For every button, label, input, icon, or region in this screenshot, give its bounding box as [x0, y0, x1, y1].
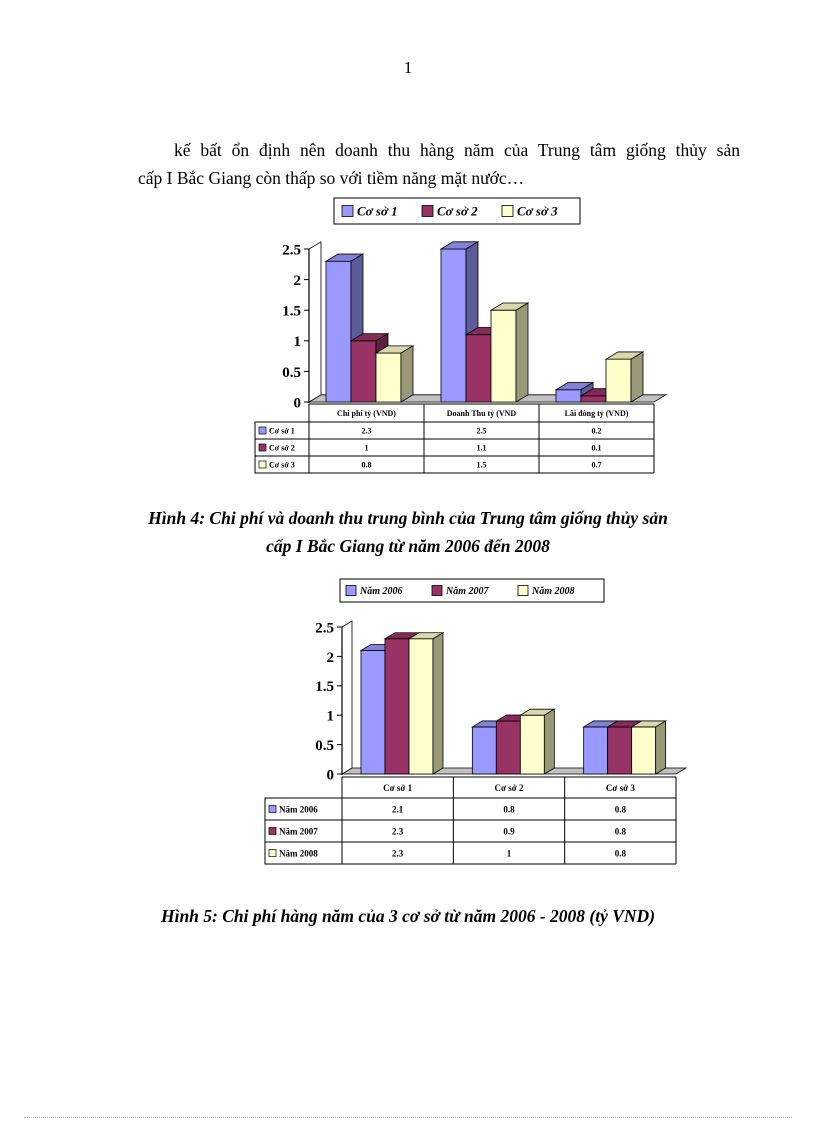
table-cell: 2.3 [361, 426, 372, 436]
table-row-label: Năm 2006 [279, 804, 318, 815]
table-legend-key [269, 850, 276, 857]
table-cell: 0.9 [503, 826, 515, 837]
legend-label: Năm 2007 [446, 586, 489, 598]
table-legend-key [269, 828, 276, 835]
paragraph-line-1: kế bất ổn định nên doanh thu hàng năm của Trung tâm giống thủy sản [174, 140, 740, 160]
y-tick-label: 1.5 [315, 679, 334, 696]
y-tick-label: 2 [326, 649, 334, 666]
legend-label: Năm 2008 [532, 586, 575, 598]
table-cell: 0.7 [591, 460, 602, 470]
legend-label: Năm 2006 [360, 586, 403, 598]
table-cell: 0.8 [361, 460, 372, 470]
bar-front [496, 721, 520, 774]
table-row-label: Cơ sở 3 [269, 460, 295, 470]
y-tick-label: 1.5 [282, 303, 301, 320]
y-tick-label: 2 [293, 273, 301, 289]
bar-side [433, 633, 443, 774]
table-cell: 1 [506, 848, 512, 859]
y-tick-label: 0.5 [282, 364, 301, 381]
bar-front [632, 727, 656, 774]
table-cell: 1 [364, 443, 369, 453]
bar [520, 709, 554, 774]
bar-front [361, 651, 385, 774]
bar-front [520, 715, 544, 774]
bar-side [656, 721, 666, 774]
legend-label: Cơ sở 3 [517, 203, 558, 219]
table-cell: 2.5 [476, 426, 487, 436]
table-row-label: Cơ sở 2 [269, 443, 295, 453]
y-tick-label: 0 [326, 767, 334, 784]
bar-front [472, 727, 496, 774]
legend-swatch [432, 586, 442, 596]
legend-label: Cơ sở 2 [437, 203, 478, 219]
table-cell: 2.3 [392, 826, 404, 837]
table-header: Cơ sở 3 [605, 782, 635, 793]
table-cell: 0.8 [503, 804, 515, 815]
table-cell: 1.5 [476, 460, 487, 470]
legend-label: Cơ sở 1 [357, 203, 398, 219]
bar [409, 633, 443, 774]
y-tick-label: 2.5 [282, 242, 301, 259]
table-cell: 1.1 [476, 443, 487, 453]
page-bottom-divider [24, 1117, 792, 1118]
bar-front [584, 727, 608, 774]
y-tick-label: 2.5 [315, 620, 334, 637]
paragraph-line-2: cấp I Bắc Giang còn thấp so với tiềm năng mặt nước… [138, 168, 525, 188]
table-cell: 0.8 [614, 848, 626, 859]
table-cell: 0.8 [614, 826, 626, 837]
y-tick-label: 1 [326, 708, 334, 725]
table-cell: 0.2 [591, 426, 602, 436]
bar-front [385, 639, 409, 774]
table-legend-key [269, 806, 276, 813]
bar-side [544, 709, 554, 774]
table-header: Chi phí tỷ (VND) [337, 409, 396, 419]
bar [632, 721, 666, 774]
legend-swatch [346, 586, 356, 596]
table-cell: 0.1 [591, 443, 602, 453]
chart-side-wall [342, 621, 352, 774]
table-cell: 2.1 [392, 804, 404, 815]
y-tick-label: 1 [293, 334, 301, 351]
legend-swatch [518, 586, 528, 596]
figure-5-caption: Hình 5: Chi phí hàng năm của 3 cơ sở từ năm 2006 - 2008 (tỷ VND) [160, 906, 656, 926]
table-header: Lãi đòng tỷ (VND) [564, 409, 629, 419]
table-header: Cơ sở 1 [383, 782, 413, 793]
y-tick-label: 0 [293, 395, 301, 412]
table-cell: 0.8 [614, 804, 626, 815]
table-cell: 2.3 [392, 848, 404, 859]
bar-front [608, 727, 632, 774]
y-tick-label: 0.5 [315, 738, 334, 754]
table-header: Doanh Thu tỷ (VND [446, 409, 517, 419]
table-row-label: Cơ sở 1 [269, 426, 295, 436]
table-row-label: Năm 2007 [279, 826, 318, 837]
bar-front [409, 639, 433, 774]
figure-4-caption-line-1: Hình 4: Chi phí và doanh thu trung bình của Trung tâm giống thủy sản [148, 508, 668, 528]
table-header: Cơ sở 2 [494, 782, 524, 793]
figure-4-caption-line-2: cấp I Bắc Giang từ năm 2006 đến 2008 [266, 536, 550, 556]
page-number: 1 [403, 58, 413, 77]
table-row-label: Năm 2008 [279, 848, 318, 859]
